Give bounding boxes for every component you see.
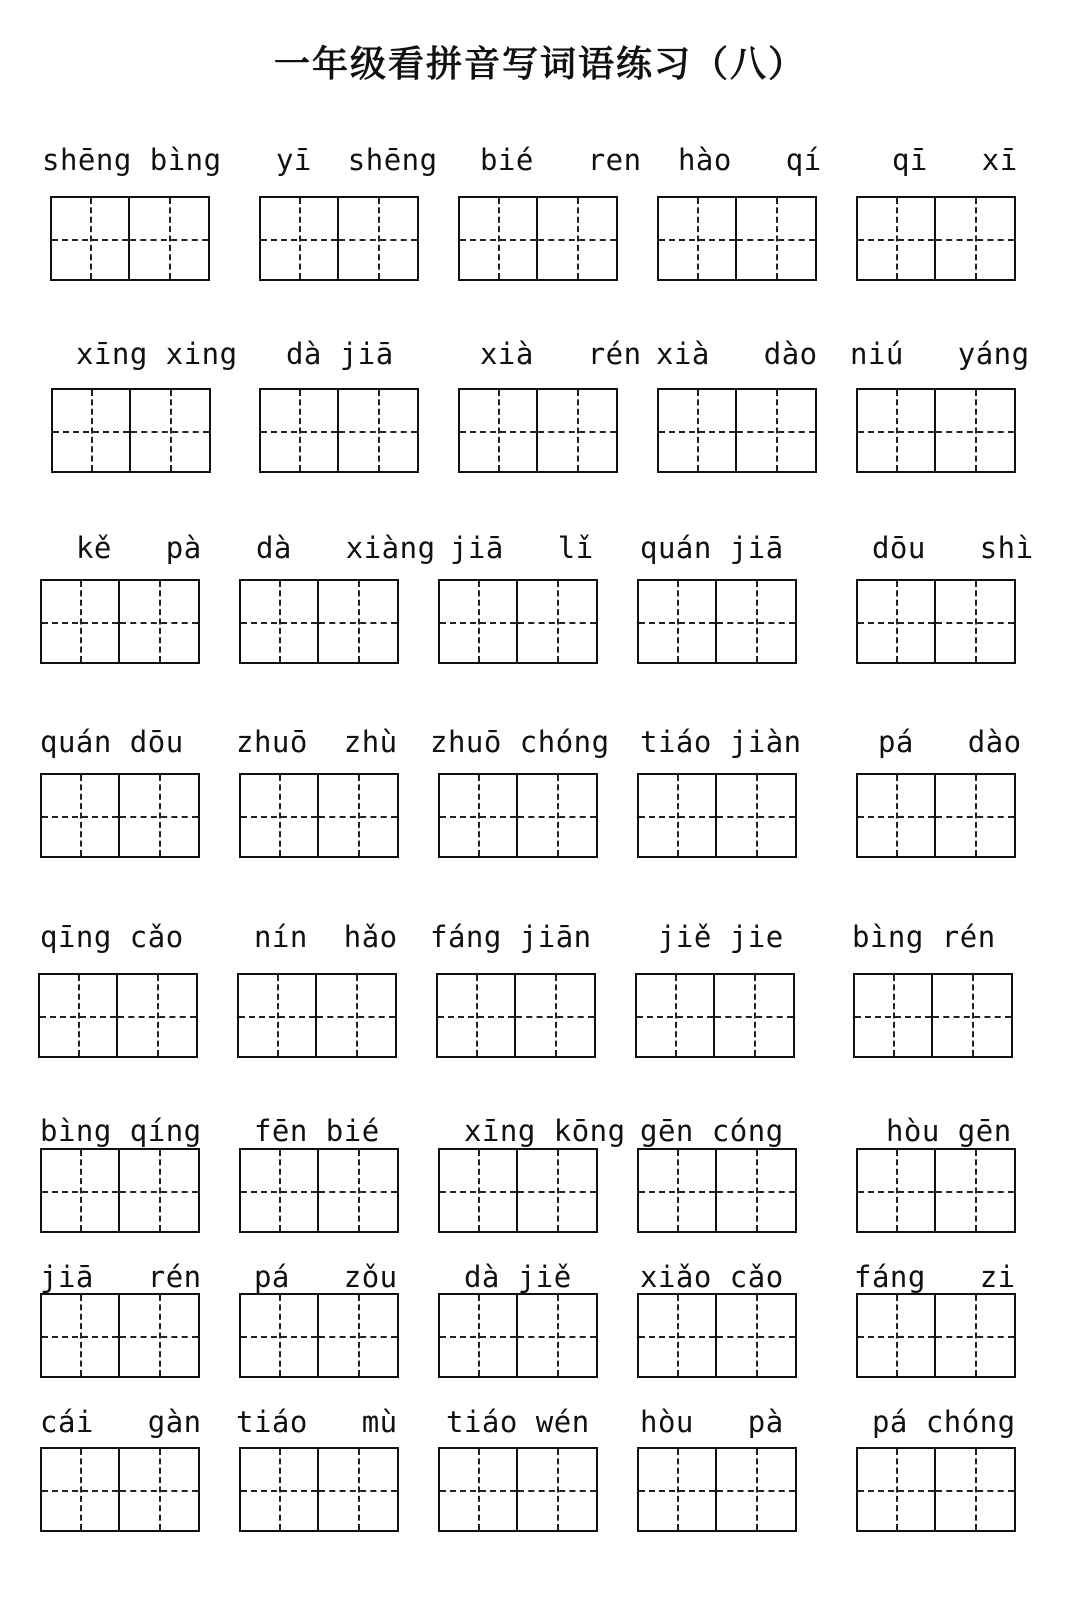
writing-grid[interactable] [239,1447,399,1532]
character-cell[interactable] [737,198,815,279]
character-cell[interactable] [42,1295,120,1376]
character-cell[interactable] [52,198,130,279]
page-title: 一年级看拼音写词语练习（八） [273,44,806,85]
guide-line-horizontal [120,816,198,818]
guide-line-horizontal [516,1016,594,1018]
pinyin-label: fáng zi [854,1260,1016,1294]
character-cell[interactable] [319,1150,397,1231]
guide-line-horizontal [936,1336,1014,1338]
guide-line-horizontal [52,239,128,241]
pinyin-label: tiáo jiàn [640,725,802,759]
writing-grid[interactable] [856,196,1016,281]
pinyin-label: nín hǎo [236,920,398,954]
character-cell[interactable] [241,1295,319,1376]
character-cell[interactable] [120,1449,198,1530]
guide-line-horizontal [717,1191,795,1193]
guide-line-horizontal [936,239,1014,241]
character-cell[interactable] [339,390,417,471]
writing-grid[interactable] [438,1148,598,1233]
guide-line-horizontal [737,431,815,433]
character-cell[interactable] [440,1449,518,1530]
writing-grid[interactable] [635,973,795,1058]
character-cell[interactable] [42,1449,120,1530]
writing-grid[interactable] [38,973,198,1058]
character-cell[interactable] [130,198,208,279]
character-cell[interactable] [40,975,118,1056]
pinyin-label: yī shēng [258,143,438,177]
guide-line-horizontal [717,1490,795,1492]
writing-grid[interactable] [856,1148,1016,1233]
character-cell[interactable] [717,1150,795,1231]
writing-grid[interactable] [239,1293,399,1378]
character-cell[interactable] [855,975,933,1056]
writing-grid[interactable] [458,388,618,473]
guide-line-horizontal [42,816,118,818]
writing-grid[interactable] [637,579,797,664]
character-cell[interactable] [118,975,196,1056]
guide-line-horizontal [241,1191,317,1193]
guide-line-horizontal [659,431,735,433]
character-cell[interactable] [319,1449,397,1530]
guide-line-horizontal [858,239,934,241]
character-cell[interactable] [438,975,516,1056]
pinyin-label: hòu pà [640,1405,784,1439]
guide-line-horizontal [460,239,536,241]
character-cell[interactable] [339,198,417,279]
pinyin-label: bié ren [462,143,642,177]
guide-line-horizontal [42,1336,118,1338]
character-cell[interactable] [241,581,319,662]
character-cell[interactable] [319,1295,397,1376]
guide-line-horizontal [936,816,1014,818]
character-cell[interactable] [858,775,936,856]
writing-grid[interactable] [259,196,419,281]
character-cell[interactable] [261,198,339,279]
writing-grid[interactable] [637,1148,797,1233]
guide-line-horizontal [717,816,795,818]
character-cell[interactable] [717,775,795,856]
pinyin-label: jiě jie [640,920,784,954]
character-cell[interactable] [639,775,717,856]
character-cell[interactable] [936,775,1014,856]
guide-line-horizontal [317,1016,395,1018]
pinyin-label: dà jiā [268,337,394,371]
pinyin-label: tiáo mù [236,1405,398,1439]
writing-grid[interactable] [637,1293,797,1378]
writing-grid[interactable] [237,973,397,1058]
guide-line-horizontal [319,1191,397,1193]
character-cell[interactable] [639,581,717,662]
character-cell[interactable] [460,390,538,471]
writing-grid[interactable] [40,773,200,858]
character-cell[interactable] [518,1295,596,1376]
guide-line-horizontal [460,431,536,433]
guide-line-horizontal [239,1016,315,1018]
character-cell[interactable] [239,975,317,1056]
character-cell[interactable] [261,390,339,471]
guide-line-horizontal [339,239,417,241]
guide-line-horizontal [120,1490,198,1492]
writing-grid[interactable] [856,1293,1016,1378]
guide-line-horizontal [42,622,118,624]
character-cell[interactable] [440,581,518,662]
writing-grid[interactable] [438,1447,598,1532]
guide-line-horizontal [319,622,397,624]
guide-line-horizontal [518,1336,596,1338]
pinyin-label: qī xī [874,143,1018,177]
guide-line-horizontal [339,431,417,433]
character-cell[interactable] [858,1295,936,1376]
character-cell[interactable] [717,581,795,662]
writing-grid[interactable] [856,1447,1016,1532]
writing-grid[interactable] [637,1447,797,1532]
character-cell[interactable] [858,198,936,279]
character-cell[interactable] [460,198,538,279]
character-cell[interactable] [639,1295,717,1376]
guide-line-horizontal [438,1016,514,1018]
character-cell[interactable] [936,1295,1014,1376]
pinyin-label: dōu shì [854,531,1034,565]
character-cell[interactable] [538,198,616,279]
pinyin-label: gēn cóng [640,1114,784,1148]
guide-line-horizontal [858,1490,934,1492]
pinyin-label: xià dào [656,337,818,371]
character-cell[interactable] [538,390,616,471]
guide-line-horizontal [241,816,317,818]
character-cell[interactable] [858,1449,936,1530]
pinyin-label: dà jiě [446,1260,572,1294]
guide-line-horizontal [737,239,815,241]
guide-line-horizontal [42,1490,118,1492]
guide-line-horizontal [120,1191,198,1193]
character-cell[interactable] [120,775,198,856]
character-cell[interactable] [936,581,1014,662]
character-cell[interactable] [737,390,815,471]
pinyin-label: zhuō zhù [236,725,398,759]
pinyin-label: xīng xing [58,337,238,371]
character-cell[interactable] [317,975,395,1056]
guide-line-horizontal [319,1490,397,1492]
guide-line-horizontal [858,622,934,624]
guide-line-horizontal [241,1336,317,1338]
guide-line-horizontal [319,1336,397,1338]
pinyin-label: pá zǒu [236,1260,398,1294]
character-cell[interactable] [933,975,1011,1056]
writing-grid[interactable] [657,388,817,473]
character-cell[interactable] [53,390,131,471]
guide-line-horizontal [518,1490,596,1492]
pinyin-label: zhuō chóng [430,725,610,759]
character-cell[interactable] [518,775,596,856]
guide-line-horizontal [538,239,616,241]
character-cell[interactable] [936,1150,1014,1231]
character-cell[interactable] [858,581,936,662]
guide-line-horizontal [518,1191,596,1193]
writing-grid[interactable] [856,773,1016,858]
writing-grid[interactable] [438,773,598,858]
character-cell[interactable] [659,198,737,279]
guide-line-horizontal [639,1490,715,1492]
guide-line-horizontal [715,1016,793,1018]
guide-line-horizontal [42,1191,118,1193]
character-cell[interactable] [120,1150,198,1231]
guide-line-horizontal [855,1016,931,1018]
writing-grid[interactable] [51,388,211,473]
pinyin-label: jiā lǐ [450,531,594,565]
character-cell[interactable] [440,1295,518,1376]
character-cell[interactable] [858,1150,936,1231]
writing-grid[interactable] [239,579,399,664]
character-cell[interactable] [516,975,594,1056]
guide-line-horizontal [858,1336,934,1338]
pinyin-label: xià rén [462,337,642,371]
pinyin-label: quán jiā [640,531,784,565]
character-cell[interactable] [120,581,198,662]
guide-line-horizontal [936,431,1014,433]
character-cell[interactable] [42,581,120,662]
writing-grid[interactable] [40,1293,200,1378]
guide-line-horizontal [40,1016,116,1018]
guide-line-horizontal [241,622,317,624]
guide-line-horizontal [440,1191,516,1193]
character-cell[interactable] [120,1295,198,1376]
character-cell[interactable] [241,1150,319,1231]
writing-grid[interactable] [239,1148,399,1233]
writing-grid[interactable] [239,773,399,858]
pinyin-label: pá chóng [854,1405,1016,1439]
writing-grid[interactable] [259,388,419,473]
character-cell[interactable] [717,1295,795,1376]
character-cell[interactable] [637,975,715,1056]
character-cell[interactable] [241,1449,319,1530]
guide-line-horizontal [717,1336,795,1338]
pinyin-label: fáng jiān [430,920,592,954]
guide-line-horizontal [120,622,198,624]
character-cell[interactable] [659,390,737,471]
character-cell[interactable] [42,775,120,856]
guide-line-horizontal [936,622,1014,624]
character-cell[interactable] [518,581,596,662]
pinyin-label: bìng rén [852,920,996,954]
writing-grid[interactable] [856,579,1016,664]
writing-grid[interactable] [438,1293,598,1378]
pinyin-label: tiáo wén [446,1405,590,1439]
writing-grid[interactable] [438,579,598,664]
writing-grid[interactable] [657,196,817,281]
pinyin-label: jiā rén [40,1260,202,1294]
guide-line-horizontal [538,431,616,433]
pinyin-label: quán dōu [40,725,184,759]
character-cell[interactable] [717,1449,795,1530]
guide-line-horizontal [858,816,934,818]
character-cell[interactable] [440,1150,518,1231]
pinyin-label: kě pà [58,531,202,565]
character-cell[interactable] [858,390,936,471]
writing-grid[interactable] [40,1148,200,1233]
writing-grid[interactable] [50,196,210,281]
character-cell[interactable] [936,390,1014,471]
guide-line-horizontal [440,1490,516,1492]
guide-line-horizontal [440,816,516,818]
guide-line-horizontal [120,1336,198,1338]
pinyin-label: pá dào [860,725,1022,759]
pinyin-label: niú yáng [850,337,1030,371]
guide-line-horizontal [637,1016,713,1018]
writing-grid[interactable] [458,196,618,281]
guide-line-horizontal [130,239,208,241]
guide-line-horizontal [518,816,596,818]
guide-line-horizontal [518,622,596,624]
pinyin-label: xīng kōng [446,1114,626,1148]
guide-line-horizontal [933,1016,1011,1018]
guide-line-horizontal [936,1490,1014,1492]
guide-line-horizontal [639,622,715,624]
writing-grid[interactable] [637,773,797,858]
pinyin-label: xiǎo cǎo [640,1260,784,1294]
pinyin-label: hòu gēn [868,1114,1012,1148]
character-cell[interactable] [715,975,793,1056]
pinyin-label: cái gàn [40,1405,202,1439]
guide-line-horizontal [241,1490,317,1492]
character-cell[interactable] [42,1150,120,1231]
guide-line-horizontal [131,431,209,433]
character-cell[interactable] [639,1150,717,1231]
guide-line-horizontal [118,1016,196,1018]
character-cell[interactable] [319,775,397,856]
pinyin-label: bìng qíng [40,1114,202,1148]
guide-line-horizontal [659,239,735,241]
character-cell[interactable] [936,198,1014,279]
guide-line-horizontal [936,1191,1014,1193]
character-cell[interactable] [131,390,209,471]
character-cell[interactable] [518,1449,596,1530]
guide-line-horizontal [261,239,337,241]
pinyin-label: qīng cǎo [40,920,184,954]
writing-grid[interactable] [436,973,596,1058]
pinyin-label: dà xiàng [238,531,436,565]
guide-line-horizontal [319,816,397,818]
guide-line-horizontal [53,431,129,433]
guide-line-horizontal [440,1336,516,1338]
pinyin-label: fēn bié [236,1114,380,1148]
pinyin-label: hào qí [660,143,822,177]
character-cell[interactable] [639,1449,717,1530]
guide-line-horizontal [858,431,934,433]
character-cell[interactable] [518,1150,596,1231]
guide-line-horizontal [639,1336,715,1338]
writing-grid[interactable] [853,973,1013,1058]
guide-line-horizontal [639,1191,715,1193]
pinyin-label: shēng bìng [42,143,222,177]
writing-grid[interactable] [40,579,200,664]
guide-line-horizontal [717,622,795,624]
character-cell[interactable] [319,581,397,662]
writing-grid[interactable] [40,1447,200,1532]
guide-line-horizontal [639,816,715,818]
guide-line-horizontal [261,431,337,433]
writing-grid[interactable] [856,388,1016,473]
character-cell[interactable] [440,775,518,856]
guide-line-horizontal [858,1191,934,1193]
character-cell[interactable] [241,775,319,856]
guide-line-horizontal [440,622,516,624]
character-cell[interactable] [936,1449,1014,1530]
